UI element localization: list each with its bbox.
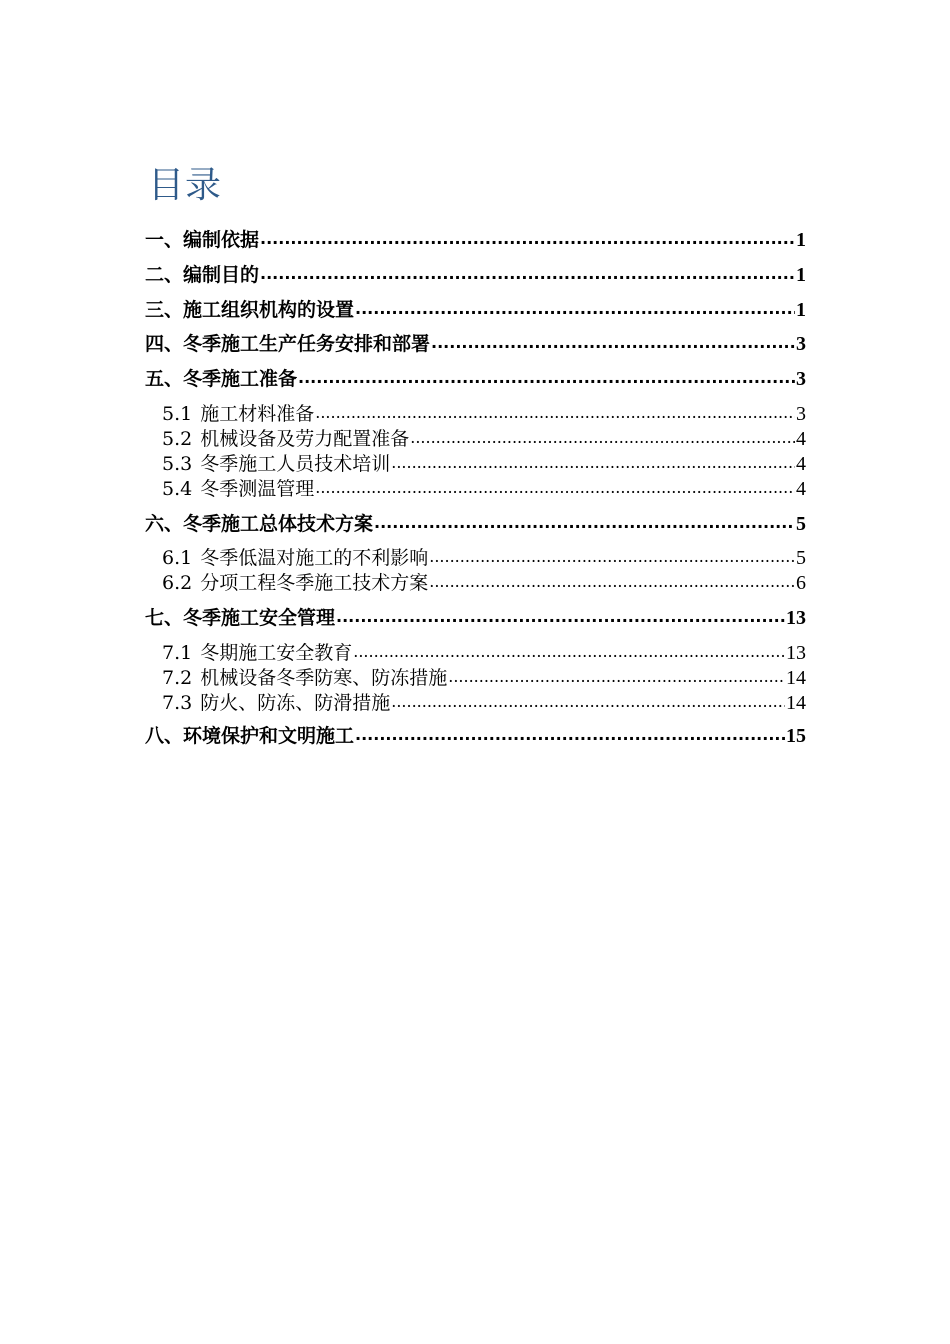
toc-leader-dots (410, 426, 795, 445)
toc-entry-label (162, 399, 314, 426)
toc-entry-text: 一、编制依据 (145, 229, 260, 251)
toc-entry[interactable] (145, 721, 806, 748)
toc-entry-text: 五、冬季施工准备 (145, 368, 298, 390)
toc-leader-dots (260, 227, 795, 246)
toc-page-number: 4 (796, 478, 806, 500)
toc-leader-dots (355, 723, 785, 742)
toc-entry-label (145, 260, 259, 287)
toc-entry-label (145, 225, 259, 252)
toc-leader-dots (336, 605, 785, 624)
toc-page-number: 1 (796, 299, 806, 321)
toc-entry-number: 5.2 (162, 428, 193, 450)
toc-subentry[interactable] (145, 449, 806, 476)
toc-entry-text: 六、冬季施工总体技术方案 (145, 513, 374, 535)
toc-page-number: 3 (796, 403, 806, 425)
toc-entry-label (162, 638, 352, 665)
toc-entry-text: 八、环境保护和文明施工 (145, 725, 355, 747)
toc-entry-text: 防火、防冻、防滑措施 (200, 692, 391, 714)
toc-entry-text: 四、冬季施工生产任务安排和部署 (145, 333, 431, 355)
toc-entry-label (162, 474, 314, 501)
toc-entry-label (145, 364, 297, 391)
toc-page-number: 6 (796, 572, 806, 594)
toc-page-number: 14 (786, 692, 806, 714)
toc-subentry[interactable] (145, 663, 806, 690)
toc-page-number: 13 (786, 607, 806, 629)
toc-entry-text: 施工材料准备 (200, 403, 315, 425)
toc-entry-number: 5.1 (162, 403, 193, 425)
toc-entry-text: 冬期施工安全教育 (200, 642, 353, 664)
toc-entry-label (145, 603, 335, 630)
toc-entry-label (162, 449, 390, 476)
toc-entry-text: 冬季测温管理 (200, 478, 315, 500)
toc-entry[interactable] (145, 509, 806, 536)
toc-subentry[interactable] (145, 543, 806, 570)
toc-entry-label (162, 568, 428, 595)
toc-title: 目录 (148, 165, 223, 206)
toc-entry-label (145, 721, 354, 748)
toc-entry-text: 七、冬季施工安全管理 (145, 607, 336, 629)
toc-subentry[interactable] (145, 568, 806, 595)
toc-leader-dots (353, 640, 785, 659)
toc-entry-label (162, 688, 390, 715)
toc-entry-label (145, 295, 354, 322)
toc-leader-dots (391, 451, 795, 470)
toc-entry-text: 三、施工组织机构的设置 (145, 299, 355, 321)
toc-entry-label (162, 424, 409, 451)
toc-entry[interactable] (145, 225, 806, 252)
toc-page-number: 1 (796, 264, 806, 286)
toc-leader-dots (315, 401, 795, 420)
toc-entry-number: 7.3 (162, 692, 193, 714)
toc-entry-number: 7.1 (162, 642, 193, 664)
toc-page-number: 5 (796, 547, 806, 569)
toc-page-number: 4 (796, 453, 806, 475)
toc-entry[interactable] (145, 329, 806, 356)
toc-page-number: 3 (796, 368, 806, 390)
toc-entry-number: 5.3 (162, 453, 193, 475)
toc-page-number: 13 (786, 642, 806, 664)
toc-entry[interactable] (145, 364, 806, 391)
toc-subentry[interactable] (145, 399, 806, 426)
toc-entry-label (145, 509, 373, 536)
toc-entry-text: 机械设备及劳力配置准备 (200, 428, 410, 450)
toc-page-number: 5 (796, 513, 806, 535)
toc-entry-text: 分项工程冬季施工技术方案 (200, 572, 429, 594)
toc-leader-dots (315, 476, 795, 495)
toc-leader-dots (374, 511, 795, 530)
toc-entry-text: 冬季施工人员技术培训 (200, 453, 391, 475)
toc-entry-text: 机械设备冬季防寒、防冻措施 (200, 667, 448, 689)
toc-entry-label (162, 543, 428, 570)
toc-leader-dots (298, 366, 795, 385)
toc-leader-dots (260, 262, 795, 281)
toc-entry-number: 6.2 (162, 572, 193, 594)
toc-leader-dots (448, 665, 785, 684)
toc-entry-text: 冬季低温对施工的不利影响 (200, 547, 429, 569)
toc-entry-number: 6.1 (162, 547, 193, 569)
toc-subentry[interactable] (145, 424, 806, 451)
toc-leader-dots (429, 545, 795, 564)
toc-page-number: 14 (786, 667, 806, 689)
toc-leader-dots (391, 690, 785, 709)
toc-entry-label (162, 663, 447, 690)
toc-entry-number: 5.4 (162, 478, 193, 500)
toc-entry-text: 二、编制目的 (145, 264, 260, 286)
toc-page-number: 1 (796, 229, 806, 251)
toc-entry-label (145, 329, 430, 356)
toc-entry[interactable] (145, 260, 806, 287)
toc-subentry[interactable] (145, 474, 806, 501)
toc-leader-dots (431, 331, 795, 350)
toc-subentry[interactable] (145, 638, 806, 665)
toc-entry[interactable] (145, 295, 806, 322)
toc-page-number: 15 (786, 725, 806, 747)
toc-entry[interactable] (145, 603, 806, 630)
toc-entry-number: 7.2 (162, 667, 193, 689)
toc-leader-dots (355, 297, 795, 316)
toc-page-number: 4 (796, 428, 806, 450)
toc-leader-dots (429, 570, 795, 589)
toc-subentry[interactable] (145, 688, 806, 715)
toc-page-number: 3 (796, 333, 806, 355)
